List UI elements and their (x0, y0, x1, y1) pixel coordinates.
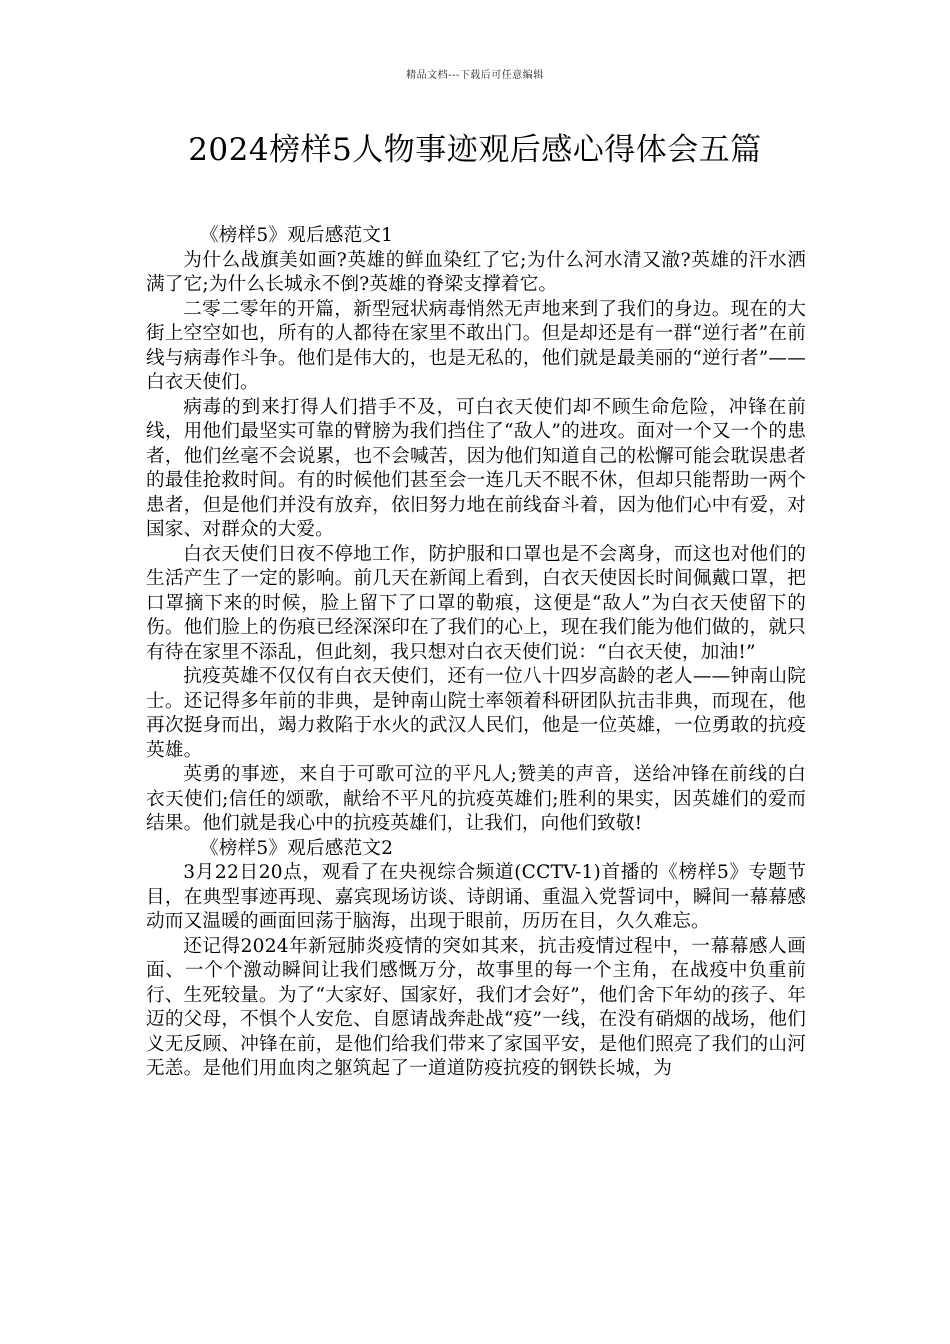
document-body (146, 224, 806, 1082)
header-note: 精品文档---下载后可任意编辑 (406, 70, 544, 81)
paragraph: 英勇的事迹，来自于可歌可泣的平凡人;赞美的声音，送给冲锋在前线的白衣天使们;信任的颂歌，献给不平凡的抗疫英雄们;胜利的果实，因英雄们的爱而结果。他们就是我心中的抗疫英雄们，让我们，向他们致敬! (146, 764, 806, 834)
paragraph: 抗疫英雄不仅仅有白衣天使们，还有一位八十四岁高龄的老人——钟南山院士。还记得多年前的非典，是钟南山院士率领着科研团队抗击非典，而现在，他再次挺身而出，竭力救陷于水火的武汉人民们，他是一位英雄，一位勇敢的抗疫英雄。 (146, 666, 806, 761)
paragraph: 还记得2024年新冠肺炎疫情的突如其来，抗击疫情过程中，一幕幕感人画面、一个个激动瞬间让我们感慨万分，故事里的每一个主角，在战疫中负重前行、生死较量。为了“大家好、国家好，我们才会好”，他们舍下年幼的孩子、年迈的父母，不惧个人安危、自愿请战奔赴战“疫”一线，在没有硝烟的战场，他们义无反顾、冲锋在前，是他们给我们带来了家国平安，是他们照亮了我们的山河无恙。是他们用血肉之躯筑起了一道道防疫抗疫的钢铁长城，为 (146, 935, 806, 1079)
paragraph: 白衣天使们日夜不停地工作，防护服和口罩也是不会离身，而这也对他们的生活产生了一定的影响。前几天在新闻上看到，白衣天使因长时间佩戴口罩，把口罩摘下来的时候，脸上留下了口罩的勒痕，这便是“敌人”为白衣天使留下的伤。他们脸上的伤痕已经深深印在了我们的心上，现在我们能为他们做的，就只有待在家里不添乱，但此刻，我只想对白衣天使们说：“白衣天使，加油!” (146, 543, 806, 663)
document-title: 2024榜样5人物事迹观后感心得体会五篇 (188, 132, 762, 168)
section-heading-2: 《榜样5》观后感范文2 (199, 837, 394, 859)
paragraph: 3月22日20点，观看了在央视综合频道(CCTV-1)首播的《榜样5》专题节目，在典型事迹再现、嘉宾现场访谈、诗朗诵、重温入党誓词中，瞬间一幕幕感动而又温暖的画面回荡于脑海，出现于眼前，历历在目，久久难忘。 (146, 862, 806, 932)
paragraph: 二零二零年的开篇，新型冠状病毒悄然无声地来到了我们的身边。现在的大街上空空如也，所有的人都待在家里不敢出门。但是却还是有一群“逆行者”在前线与病毒作斗争。他们是伟大的，也是无私的，他们就是最美丽的“逆行者”——白衣天使们。 (146, 298, 806, 393)
paragraph: 为什么战旗美如画?英雄的鲜血染红了它;为什么河水清又澈?英雄的汗水洒满了它;为什么长城永不倒?英雄的脊梁支撑着它。 (146, 249, 806, 295)
paragraph: 病毒的到来打得人们措手不及，可白衣天使们却不顾生命危险，冲锋在前线，用他们最坚实可靠的臂膀为我们挡住了“敌人”的进攻。面对一个又一个的患者，他们丝毫不会说累，也不会喊苦，因为他们知道自己的松懈可能会耽误患者的最佳抢救时间。有的时候他们甚至会一连几天不眠不休，但却只能帮助一两个患者，但是他们并没有放弃，依旧努力地在前线奋斗着，因为他们心中有爱，对国家、对群众的大爱。 (146, 396, 806, 540)
section-heading-1: 《榜样5》观后感范文1 (199, 225, 394, 246)
